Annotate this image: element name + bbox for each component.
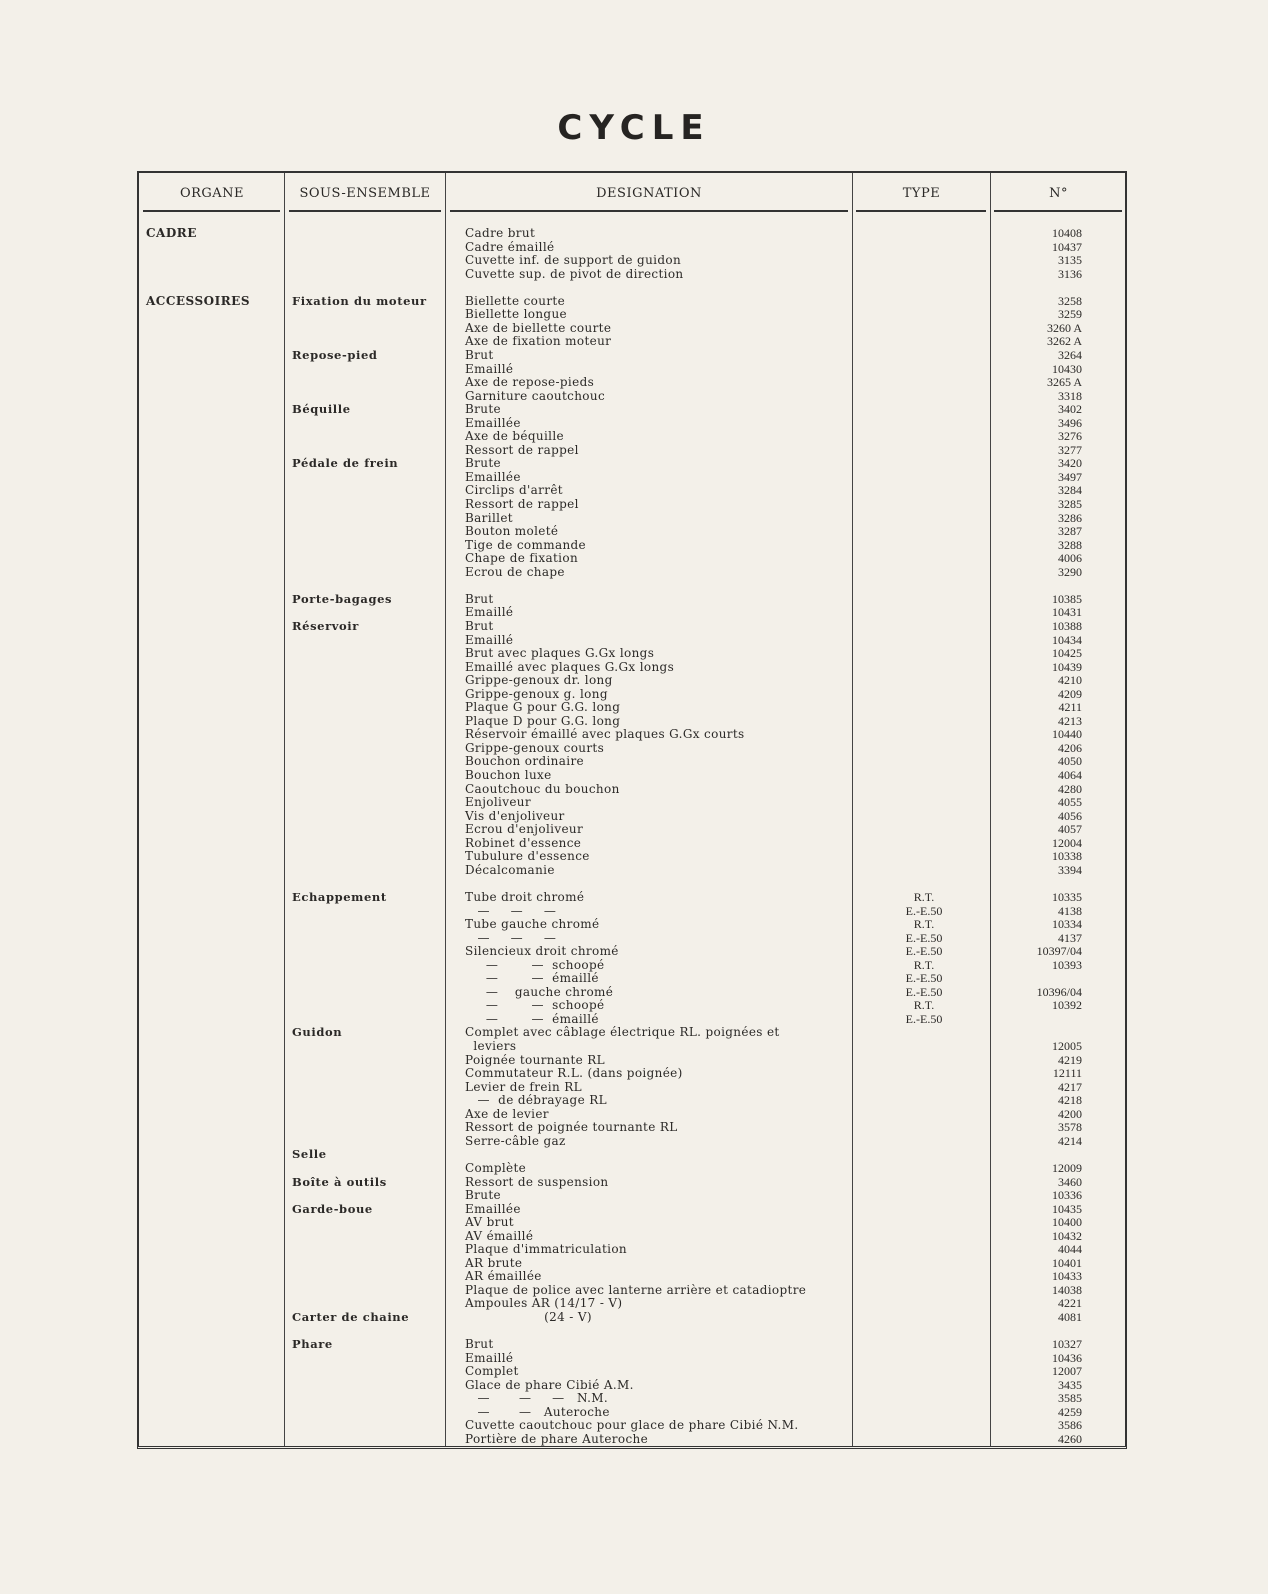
part-number-cell: 10401: [1052, 1255, 1082, 1270]
part-number-cell: 3284: [1058, 483, 1082, 498]
part-number-cell: 12005: [1052, 1039, 1082, 1053]
designation-cell: Axe de béquille: [465, 429, 565, 444]
designation-cell: — — —: [465, 903, 557, 918]
designation-cell: Cuvette inf. de support de guidon: [465, 253, 682, 268]
sous-ensemble-label: Fixation du moteur: [292, 293, 427, 308]
designation-cell: Bouton moleté: [465, 524, 559, 539]
part-number-cell: 3318: [1058, 388, 1082, 403]
part-number-cell: 3287: [1058, 524, 1082, 539]
header-organe: ORGANE: [179, 186, 245, 201]
designation-cell: Ressort de rappel: [465, 497, 579, 511]
designation-cell: Ressort de suspension: [465, 1174, 609, 1189]
part-number-cell: 4209: [1058, 686, 1082, 701]
sous-ensemble-label: Echappement: [292, 889, 387, 904]
part-number-cell: 3586: [1058, 1418, 1082, 1433]
designation-cell: Serre-câble gaz: [465, 1133, 566, 1148]
designation-cell: Ecrou d'enjoliveur: [465, 822, 584, 837]
header-type: TYPE: [902, 186, 941, 201]
part-number-cell: 10408: [1052, 226, 1082, 240]
designation-cell: Commutateur R.L. (dans poignée): [465, 1066, 683, 1081]
designation-cell: Glace de phare Cibié A.M.: [465, 1377, 634, 1392]
part-number-cell: 3264: [1058, 347, 1082, 362]
designation-cell: Emaillé: [465, 1350, 514, 1365]
designation-cell: Cadre brut: [465, 226, 536, 240]
part-number-cell: 4200: [1058, 1106, 1082, 1121]
part-number-cell: 10388: [1052, 618, 1082, 633]
part-number-cell: 4057: [1058, 822, 1082, 837]
part-number-cell: 4206: [1058, 740, 1082, 755]
designation-cell: — — émaillé: [465, 971, 599, 986]
type-cell: E.-E.50: [905, 930, 943, 945]
header-rule: [143, 210, 280, 212]
designation-cell: — — schoopé: [465, 998, 605, 1013]
designation-cell: Axe de repose-pieds: [465, 375, 595, 390]
designation-cell: Portière de phare Auteroche: [465, 1431, 649, 1446]
designation-cell: Emaillé: [465, 632, 514, 647]
part-number-cell: 4138: [1058, 903, 1082, 918]
part-number-cell: 10436: [1052, 1350, 1082, 1365]
designation-cell: — — — N.M.: [465, 1391, 609, 1406]
designation-cell: Axe de fixation moteur: [465, 334, 612, 349]
part-number-cell: 4137: [1058, 930, 1082, 945]
type-cell: R.T.: [913, 889, 935, 904]
part-number-cell: 10396/04: [1036, 984, 1082, 999]
designation-cell: Axe de biellette courte: [465, 320, 612, 335]
designation-cell: Brute: [465, 402, 501, 417]
designation-cell: — — émaillé: [465, 1011, 599, 1026]
part-number-cell: 4055: [1058, 795, 1082, 810]
designation-cell: Barillet: [465, 510, 513, 525]
designation-cell: — gauche chromé: [465, 984, 614, 999]
sous-ensemble-label: Selle: [292, 1147, 327, 1162]
header-numero: N°: [1049, 186, 1068, 201]
designation-cell: — — Auteroche: [465, 1404, 610, 1419]
part-number-cell: 12004: [1052, 835, 1082, 850]
part-number-cell: 4210: [1058, 673, 1082, 688]
part-number-cell: 3259: [1058, 307, 1082, 322]
page-title: CYCLE: [557, 108, 711, 148]
designation-cell: Garniture caoutchouc: [465, 388, 606, 403]
designation-cell: Tube gauche chromé: [465, 917, 600, 932]
parts-table: [137, 171, 1127, 1449]
type-cell: E.-E.50: [905, 1011, 943, 1026]
type-cell: R.T.: [913, 957, 935, 972]
designation-cell: Poignée tournante RL: [465, 1052, 605, 1067]
type-cell: R.T.: [913, 998, 935, 1013]
designation-cell: AV brut: [465, 1215, 514, 1230]
part-number-cell: 3265 A: [1046, 375, 1082, 390]
type-cell: E.-E.50: [905, 903, 943, 918]
designation-cell: AR brute: [465, 1255, 523, 1270]
part-number-cell: 10334: [1052, 917, 1082, 932]
designation-cell: Ecrou de chape: [465, 564, 565, 579]
designation-cell: Axe de levier: [465, 1106, 549, 1121]
designation-cell: Cadre émaillé: [465, 239, 555, 254]
designation-cell: Tube droit chromé: [465, 889, 585, 904]
part-number-cell: 3277: [1058, 442, 1082, 457]
part-number-cell: 10393: [1052, 957, 1082, 972]
designation-cell: Complète: [465, 1160, 527, 1175]
organe-label: ACCESSOIRES: [146, 293, 250, 308]
designation-cell: Emaillé: [465, 605, 514, 620]
header-sous-ensemble: SOUS-ENSEMBLE: [299, 186, 431, 201]
part-number-cell: 10435: [1052, 1201, 1082, 1216]
header-rule: [450, 210, 848, 212]
part-number-cell: 10433: [1052, 1269, 1082, 1284]
designation-cell: Emaillée: [465, 1201, 521, 1216]
sous-ensemble-label: Pédale de frein: [292, 456, 399, 471]
sous-ensemble-label: Béquille: [292, 402, 351, 417]
designation-cell: Ressort de poignée tournante RL: [465, 1120, 678, 1135]
header-rule: [289, 210, 441, 212]
designation-cell: Brute: [465, 1188, 501, 1203]
part-number-cell: 3285: [1058, 497, 1082, 511]
designation-cell: Emaillée: [465, 469, 521, 484]
part-number-cell: 4006: [1058, 551, 1082, 566]
designation-cell: Brut: [465, 347, 494, 362]
designation-cell: Brut avec plaques G.Gx longs: [465, 646, 655, 661]
designation-cell: Levier de frein RL: [465, 1079, 582, 1094]
designation-cell: — de débrayage RL: [465, 1093, 607, 1108]
part-number-cell: 3286: [1058, 510, 1082, 525]
part-number-cell: 3435: [1058, 1377, 1082, 1392]
part-number-cell: 3136: [1058, 266, 1082, 281]
designation-cell: Complet: [465, 1364, 519, 1379]
sous-ensemble-label: Garde-boue: [292, 1201, 373, 1216]
part-number-cell: 4221: [1058, 1296, 1082, 1311]
part-number-cell: 3135: [1058, 253, 1082, 268]
designation-cell: — — —: [465, 930, 557, 945]
part-number-cell: 3402: [1058, 402, 1082, 417]
part-number-cell: 3262 A: [1046, 334, 1082, 349]
designation-cell: Biellette courte: [465, 293, 566, 308]
header-rule: [856, 210, 986, 212]
part-number-cell: 10434: [1052, 632, 1082, 647]
designation-cell: Robinet d'essence: [465, 835, 582, 850]
designation-cell: Brut: [465, 1337, 494, 1352]
designation-cell: Cuvette sup. de pivot de direction: [465, 266, 684, 281]
part-number-cell: 10400: [1052, 1215, 1082, 1230]
part-number-cell: 4044: [1058, 1242, 1082, 1257]
part-number-cell: 10385: [1052, 591, 1082, 606]
sous-ensemble-label: Boîte à outils: [292, 1174, 387, 1189]
designation-cell: Plaque d'immatriculation: [465, 1242, 627, 1257]
part-number-cell: 12111: [1052, 1066, 1082, 1081]
header-rule: [994, 210, 1122, 212]
designation-cell: Silencieux droit chromé: [465, 944, 619, 959]
designation-cell: Chape de fixation: [465, 551, 579, 566]
designation-cell: Brut: [465, 618, 494, 633]
designation-cell: Enjoliveur: [465, 795, 531, 810]
part-number-cell: 3290: [1058, 564, 1082, 579]
column-divider: [445, 173, 446, 1446]
designation-cell: Circlips d'arrêt: [465, 483, 563, 498]
designation-cell: Biellette longue: [465, 307, 567, 322]
sous-ensemble-label: Phare: [292, 1337, 333, 1352]
part-number-cell: 3420: [1058, 456, 1082, 471]
part-number-cell: 4260: [1058, 1431, 1082, 1446]
part-number-cell: 4280: [1058, 781, 1082, 796]
part-number-cell: 3496: [1058, 415, 1082, 430]
designation-cell: Emaillé: [465, 361, 514, 376]
part-number-cell: 14038: [1052, 1282, 1082, 1297]
part-number-cell: 4219: [1058, 1052, 1082, 1067]
designation-cell: Plaque de police avec lanterne arrière et catadioptre: [465, 1282, 807, 1297]
sous-ensemble-label: Carter de chaine: [292, 1310, 410, 1324]
part-number-cell: 12007: [1052, 1364, 1082, 1379]
part-number-cell: 3276: [1058, 429, 1082, 444]
type-cell: E.-E.50: [905, 984, 943, 999]
designation-cell: Bouchon ordinaire: [465, 754, 584, 769]
part-number-cell: 10336: [1052, 1188, 1082, 1203]
part-number-cell: 4259: [1058, 1404, 1082, 1419]
part-number-cell: 10439: [1052, 659, 1082, 674]
organe-label: CADRE: [146, 226, 197, 240]
part-number-cell: 4218: [1058, 1093, 1082, 1108]
designation-cell: Emaillée: [465, 415, 521, 430]
part-number-cell: 3497: [1058, 469, 1082, 484]
part-number-cell: 10440: [1052, 727, 1082, 742]
header-designation: DESIGNATION: [596, 186, 702, 201]
part-number-cell: 4056: [1058, 808, 1082, 823]
part-number-cell: 4217: [1058, 1079, 1082, 1094]
part-number-cell: 4081: [1058, 1310, 1082, 1324]
part-number-cell: 3394: [1058, 862, 1082, 877]
designation-cell: — — schoopé: [465, 957, 605, 972]
part-number-cell: 10431: [1052, 605, 1082, 620]
part-number-cell: 10397/04: [1036, 944, 1082, 959]
part-number-cell: 3258: [1058, 293, 1082, 308]
type-cell: E.-E.50: [905, 971, 943, 986]
part-number-cell: 3288: [1058, 537, 1082, 552]
designation-cell: Cuvette caoutchouc pour glace de phare Cibié N.M.: [465, 1418, 799, 1433]
designation-cell: Plaque D pour G.G. long: [465, 713, 621, 728]
designation-cell: Grippe-genoux dr. long: [465, 673, 613, 688]
part-number-cell: 4064: [1058, 768, 1082, 782]
designation-cell: Tubulure d'essence: [465, 849, 590, 864]
designation-cell: (24 - V): [465, 1310, 592, 1324]
sous-ensemble-label: Réservoir: [292, 618, 359, 633]
part-number-cell: 10432: [1052, 1228, 1082, 1243]
part-number-cell: 4050: [1058, 754, 1082, 769]
designation-cell: Complet avec câblage électrique RL. poignées et: [465, 1025, 780, 1040]
part-number-cell: 4214: [1058, 1133, 1082, 1148]
part-number-cell: 4211: [1058, 700, 1082, 715]
column-divider: [852, 173, 853, 1446]
designation-cell: Décalcomanie: [465, 862, 555, 877]
sous-ensemble-label: Porte-bagages: [292, 591, 393, 606]
designation-cell: Réservoir émaillé avec plaques G.Gx courts: [465, 727, 745, 742]
designation-cell: Plaque G pour G.G. long: [465, 700, 621, 715]
designation-cell: Brute: [465, 456, 501, 471]
part-number-cell: 10425: [1052, 646, 1082, 661]
part-number-cell: 3260 A: [1046, 320, 1082, 335]
designation-cell: Ampoules AR (14/17 - V): [465, 1296, 623, 1311]
part-number-cell: 3585: [1058, 1391, 1082, 1406]
designation-cell: Tige de commande: [465, 537, 587, 552]
part-number-cell: 10335: [1052, 889, 1082, 904]
designation-cell: leviers: [465, 1039, 517, 1053]
part-number-cell: 10437: [1052, 239, 1082, 254]
part-number-cell: 10430: [1052, 361, 1082, 376]
designation-cell: Grippe-genoux courts: [465, 740, 605, 755]
sous-ensemble-label: Repose-pied: [292, 347, 378, 362]
part-number-cell: 10338: [1052, 849, 1082, 864]
designation-cell: Emaillé avec plaques G.Gx longs: [465, 659, 675, 674]
column-divider: [284, 173, 285, 1446]
sous-ensemble-label: Guidon: [292, 1025, 343, 1040]
designation-cell: Grippe-genoux g. long: [465, 686, 608, 701]
designation-cell: Brut: [465, 591, 494, 606]
type-cell: E.-E.50: [905, 944, 943, 959]
type-cell: R.T.: [913, 917, 935, 932]
part-number-cell: 3460: [1058, 1174, 1082, 1189]
designation-cell: AV émaillé: [465, 1228, 534, 1243]
designation-cell: Bouchon luxe: [465, 768, 552, 782]
designation-cell: Vis d'enjoliveur: [465, 808, 565, 823]
designation-cell: Ressort de rappel: [465, 442, 579, 457]
part-number-cell: 10392: [1052, 998, 1082, 1013]
part-number-cell: 12009: [1052, 1160, 1082, 1175]
designation-cell: AR émaillée: [465, 1269, 542, 1284]
part-number-cell: 4213: [1058, 713, 1082, 728]
designation-cell: Caoutchouc du bouchon: [465, 781, 620, 796]
part-number-cell: 3578: [1058, 1120, 1082, 1135]
part-number-cell: 10327: [1052, 1337, 1082, 1352]
